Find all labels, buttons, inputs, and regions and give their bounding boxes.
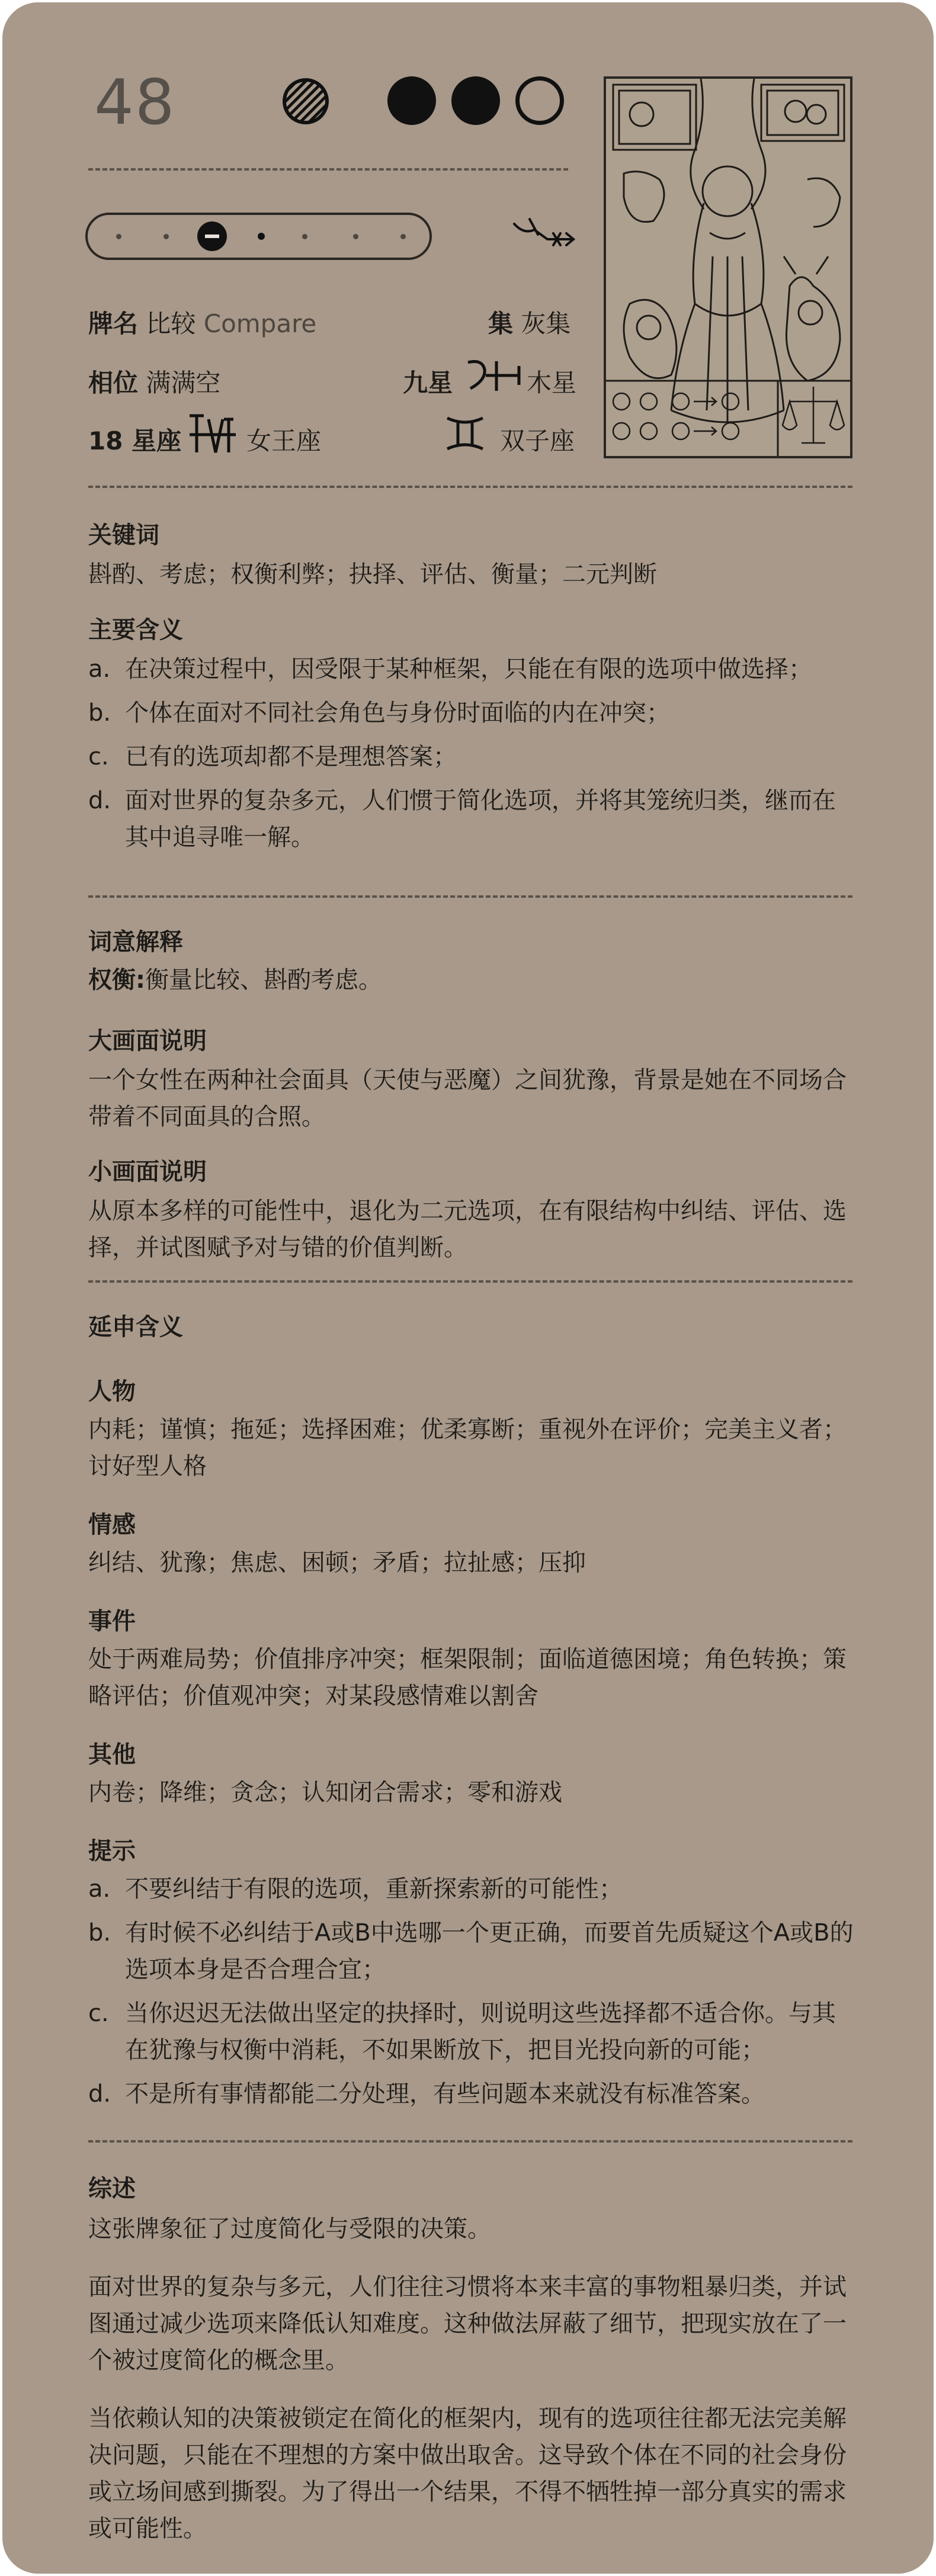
big-picture-section xyxy=(88,1022,858,1135)
card-name-english: Compare xyxy=(203,309,317,338)
list-item: a. 不要纠结于有限的选项，重新探索新的可能性； xyxy=(88,1875,623,1903)
word-explain-term: 权衡: xyxy=(88,966,145,994)
divider xyxy=(88,1280,852,1283)
summary-p2: 面对世界的复杂与多元，人们往往习惯将本来丰富的事物粗暴归类，并试图通过减少选项来降低认知难度。这种做法屏蔽了细节，把现实放在了一个被过度简化的概念里。 xyxy=(88,2273,847,2374)
meanings-section xyxy=(88,611,858,856)
small-picture-section xyxy=(88,1153,858,1266)
sign18-label: 18 星座 xyxy=(88,426,182,455)
meanings-title: 主要含义 xyxy=(88,616,183,644)
card-set-label: 集 xyxy=(488,309,514,338)
planet-row xyxy=(403,364,453,399)
divider xyxy=(88,486,852,488)
jupiter-symbol-icon xyxy=(464,356,521,398)
slider-dot xyxy=(116,234,121,239)
card-name-value: 比较 xyxy=(146,309,196,338)
card-name-label: 牌名 xyxy=(88,309,139,338)
list-item: d. 面对世界的复杂多元，人们惯于简化选项，并将其笼统归类，继而在其中追寻唯一解。 xyxy=(88,787,836,851)
slider-dot xyxy=(400,234,406,239)
list-item: b. 有时候不必纠结于A或B中选哪一个更正确，而要首先质疑这个A或B的选项本身是否合理合宜； xyxy=(88,1919,854,1983)
keywords-text: 斟酌、考虑；权衡利弊；抉择、评估、衡量；二元判断 xyxy=(88,561,657,588)
full-moon-dot xyxy=(451,76,500,125)
card-illustration xyxy=(604,76,852,458)
card xyxy=(2,2,934,2574)
phase-label: 相位 xyxy=(88,368,139,397)
slider-knob[interactable] xyxy=(197,221,227,251)
emotion-title: 情感 xyxy=(88,1511,136,1538)
event-text: 处于两难局势；价值排序冲突；框架限制；面临道德困境；角色转换；策略评估；价值观冲突；对某段感情难以割舍 xyxy=(88,1646,847,1710)
slider-dot xyxy=(164,234,169,239)
tips-title: 提示 xyxy=(88,1838,136,1865)
event-title: 事件 xyxy=(88,1608,136,1635)
list-item: d. 不是所有事情都能二分处理，有些问题本来就没有标准答案。 xyxy=(88,2080,765,2108)
summary-p1: 这张牌象征了过度简化与受限的决策。 xyxy=(88,2215,491,2243)
slider-dot xyxy=(353,234,358,239)
card-set-value: 灰集 xyxy=(521,309,571,338)
card-set-row xyxy=(488,304,570,340)
keywords-section xyxy=(88,516,858,593)
empty-moon-dot xyxy=(515,76,564,125)
divider xyxy=(88,168,568,171)
word-explain-text: 衡量比较、斟酌考虑。 xyxy=(145,966,382,994)
person-title: 人物 xyxy=(88,1378,136,1405)
other-title: 其他 xyxy=(88,1741,136,1768)
person-text: 内耗；谨慎；拖延；选择困难；优柔寡断；重视外在评价；完美主义者；讨好型人格 xyxy=(88,1416,847,1480)
small-picture-text: 从原本多样的可能性中，退化为二元选项，在有限结构中纠结、评估、选择，并试图赋予对与错的价值判断。 xyxy=(88,1197,847,1261)
list-item: a. 在决策过程中，因受限于某种框架，只能在有限的选项中做选择； xyxy=(88,656,812,683)
zodiac-value: 双子座 xyxy=(500,426,575,455)
summary-p3: 当依赖认知的决策被锁定在简化的框架内，现有的选项往往都无法完美解决问题，只能在不理想的方案中做出取舍。这导致个体在不同的社会身份或立场间感到撕裂。为了得出一个结果，不得不牺牲掉一部分真实的需求或可能性。 xyxy=(88,2405,847,2542)
phase-row xyxy=(88,364,220,399)
sigil-icon xyxy=(512,217,577,256)
hatched-circle-icon xyxy=(281,76,331,129)
list-item: b. 个体在面对不同社会角色与身份时面临的内在冲突； xyxy=(88,699,670,727)
sign18-row xyxy=(88,422,181,457)
queen-sign-icon xyxy=(187,411,238,458)
planet-value: 木星 xyxy=(527,368,577,397)
word-explain-section xyxy=(88,923,858,998)
phase-value: 满满空 xyxy=(146,368,221,397)
small-picture-title: 小画面说明 xyxy=(88,1158,207,1186)
big-picture-text: 一个女性在两种社会面具（天使与恶魔）之间犹豫，背景是她在不同场合带着不同面具的合照。 xyxy=(88,1067,847,1130)
card-number: 48 xyxy=(94,66,176,139)
other-text: 内卷；降维；贪念；认知闭合需求；零和游戏 xyxy=(88,1779,562,1806)
planet-label: 九星 xyxy=(403,368,453,397)
big-picture-title: 大画面说明 xyxy=(88,1027,207,1055)
extended-title: 延申含义 xyxy=(88,1313,183,1341)
position-slider[interactable] xyxy=(85,213,432,260)
list-item: c. 已有的选项却都不是理想答案； xyxy=(88,743,457,770)
divider xyxy=(88,895,852,898)
list-item: c. 当你迟迟无法做出坚定的抉择时，则说明这些选择都不适合你。与其在犹豫与权衡中消耗，不如果断放下，把目光投向新的可能； xyxy=(88,2000,836,2064)
sign18-value: 女王座 xyxy=(246,426,322,455)
word-explain-title: 词意解释 xyxy=(88,929,183,956)
emotion-text: 纠结、犹豫；焦虑、困顿；矛盾；拉扯感；压抑 xyxy=(88,1549,586,1576)
slider-dot xyxy=(302,234,307,239)
phase-dots xyxy=(387,76,564,125)
gemini-symbol-icon xyxy=(444,413,486,456)
summary-title: 综述 xyxy=(88,2175,136,2202)
slider-dot xyxy=(258,233,265,240)
keywords-title: 关键词 xyxy=(88,522,159,549)
full-moon-dot xyxy=(387,76,436,125)
card-name-row xyxy=(88,304,316,340)
divider xyxy=(88,2140,852,2143)
summary-section xyxy=(88,2170,858,2547)
extended-section xyxy=(88,1308,858,2112)
